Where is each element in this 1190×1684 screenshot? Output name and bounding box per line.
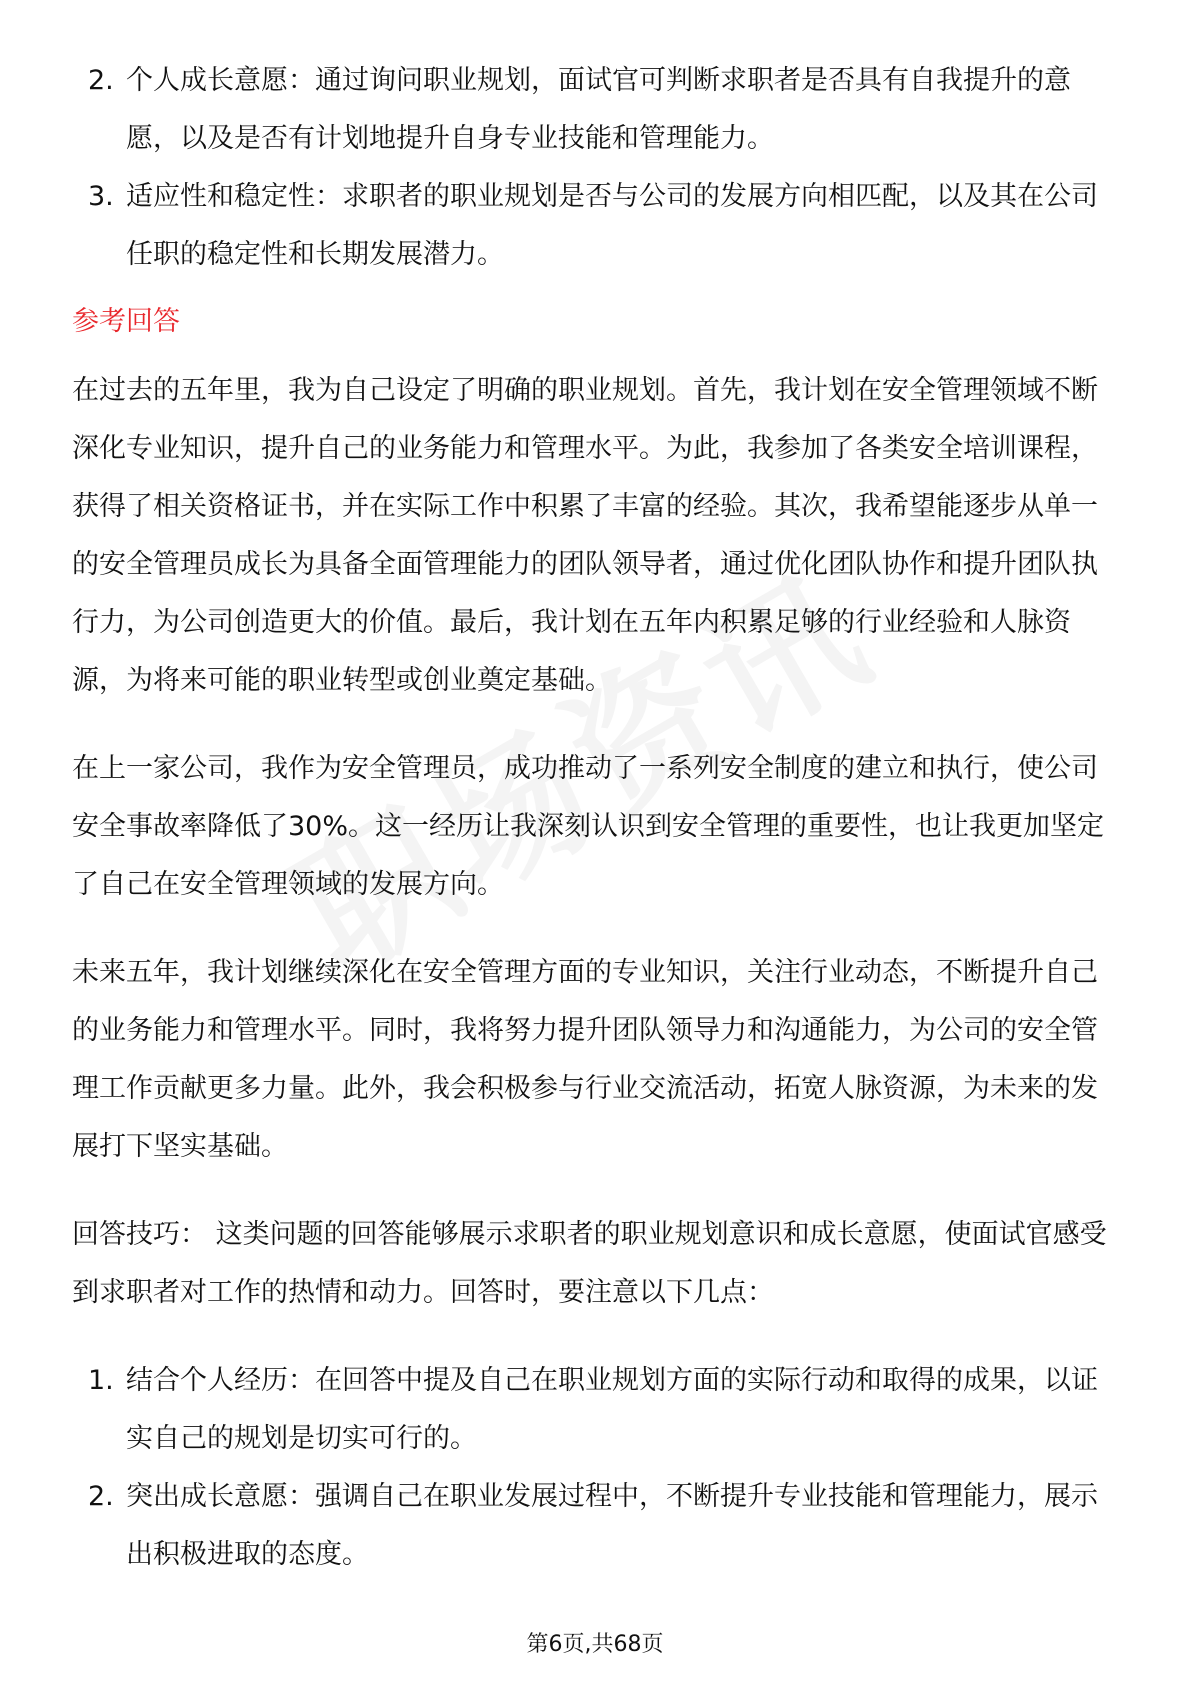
top-numbered-list [72,52,1122,284]
page-number-footer: 第6页,共68页 [526,1632,664,1657]
page-content [72,52,1122,1584]
list-number: 2. [88,65,114,96]
list-number: 3. [88,181,114,212]
list-item [72,1468,1122,1584]
bottom-numbered-list [72,1352,1122,1584]
list-item-text: 个人成长意愿：通过询问职业规划，面试官可判断求职者是否具有自我提升的意愿，以及是否有计划地提升自身专业技能和管理能力。 [126,65,1071,154]
list-number: 1. [88,1365,114,1396]
answer-paragraph: 在上一家公司，我作为安全管理员，成功推动了一系列安全制度的建立和执行，使公司安全事故率降低了30%。这一经历让我深刻认识到安全管理的重要性，也让我更加坚定了自己在安全管理领域的发展方向。 [72,753,1105,900]
answer-paragraph: 未来五年，我计划继续深化在安全管理方面的专业知识，关注行业动态，不断提升自己的业务能力和管理水平。同时，我将努力提升团队领导力和沟通能力，为公司的安全管理工作贡献更多力量。此外，我会积极参与行业交流活动，拓宽人脉资源，为未来的发展打下坚实基础。 [72,957,1098,1162]
reference-answer-heading: 参考回答 [72,306,180,337]
list-item [72,1352,1122,1468]
list-item [72,52,1122,168]
tips-paragraph: 回答技巧： 这类问题的回答能够展示求职者的职业规划意识和成长意愿，使面试官感受到求职者对工作的热情和动力。回答时，要注意以下几点： [72,1219,1107,1308]
list-item-text: 适应性和稳定性：求职者的职业规划是否与公司的发展方向相匹配，以及其在公司任职的稳定性和长期发展潜力。 [126,181,1098,270]
list-item-text: 突出成长意愿：强调自己在职业发展过程中，不断提升专业技能和管理能力，展示出积极进取的态度。 [126,1481,1098,1570]
answer-paragraph: 在过去的五年里，我为自己设定了明确的职业规划。首先，我计划在安全管理领域不断深化专业知识，提升自己的业务能力和管理水平。为此，我参加了各类安全培训课程，获得了相关资格证书，并在实际工作中积累了丰富的经验。其次，我希望能逐步从单一的安全管理员成长为具备全面管理能力的团队领导者，通过优化团队协作和提升团队执行力，为公司创造更大的价值。最后，我计划在五年内积累足够的行业经验和人脉资源，为将来可能的职业转型或创业奠定基础。 [72,375,1098,696]
list-item [72,168,1122,284]
list-item-text: 结合个人经历：在回答中提及自己在职业规划方面的实际行动和取得的成果，以证实自己的规划是切实可行的。 [126,1365,1098,1454]
list-number: 2. [88,1481,114,1512]
